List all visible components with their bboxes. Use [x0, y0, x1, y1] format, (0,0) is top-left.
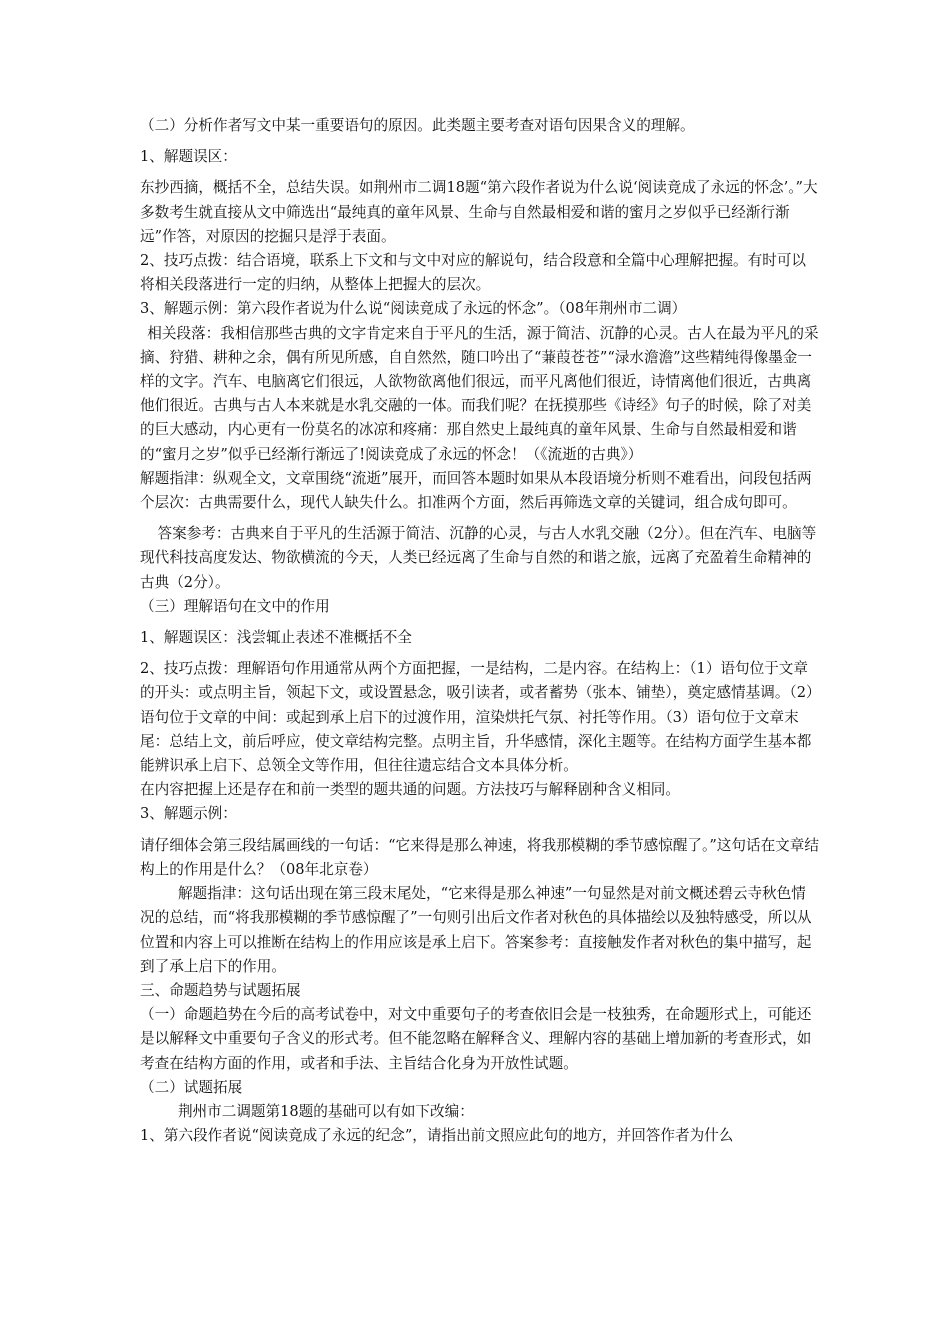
paragraph: 1、解题误区：: [140, 148, 237, 166]
paragraph: 三、命题趋势与试题拓展: [140, 981, 301, 999]
paragraph: 相关段落：我相信那些古典的文字肯定来自于平凡的生活，源于简洁、沉静的心灵。古人在最为平凡的采摘、狩猎、耕种之余，偶有所见所感，自自然然，随口吟出了“蒹葭苍苍”“渌水澹澹”这些精纯得像墨金一样的文字。汽车、电脑离它们很远，人欲物欲离他们很远，而平凡离他们很近，诗情离他们很近，古典离他们很近。古典与古人本来就是水乳交融的一体。而我们呢？在抚摸那些《诗经》句子的时候，除了对美的巨大感动，内心更有一份莫名的冰凉和疼痛：那自然史上最纯真的童年风景、生命与自然最相爱和谐的“蜜月之岁”似乎已经渐行渐远了!阅读竟成了永远的怀念！（《流逝的古典》）: [140, 324, 819, 463]
paragraph: 解题指津：这句话出现在第三段末尾处，“它来得是那么神速”一句显然是对前文概述碧云寺秋色情况的总结，而“将我那模糊的季节感惊醒了”一句则引出后文作者对秋色的具体描绘以及独特感受，所以从位置和内容上可以推断在结构上的作用应该是承上启下。答案参考：直接触发作者对秋色的集中描写，起到了承上启下的作用。: [140, 885, 812, 975]
paragraph: （一）命题趋势在今后的高考试卷中，对文中重要句子的考查依旧会是一枝独秀，在命题形式上，可能还是以解释文中重要句子含义的形式考。但不能忽略在解释含义、理解内容的基础上增加新的考查形式，如考查在结构方面的作用，或者和手法、主旨结合化身为开放性试题。: [140, 1006, 812, 1072]
paragraph: （三）理解语句在文中的作用: [140, 597, 330, 615]
paragraph: 荆州市二调题第18题的基础可以有如下改编：: [177, 1102, 474, 1120]
paragraph: 2、技巧点拨：结合语境，联系上下文和与文中对应的解说句，结合段意和全篇中心理解把握。有时可以将相关段落进行一定的归纳，从整体上把握大的层次。: [140, 252, 807, 294]
paragraph: 1、第六段作者说“阅读竟成了永远的纪念”，请指出前文照应此句的地方，并回答作者为什么: [140, 1127, 734, 1145]
paragraph: 东抄西摘，概括不全，总结失误。如荆州市二调18题“第六段作者说为什么说‘阅读竟成了永远的怀念’。”大多数考生就直接从文中筛选出“最纯真的童年风景、生命与自然最相爱和谐的蜜月之岁似乎已经渐行渐远”作答，对原因的挖掘只是浮于表面。: [140, 179, 818, 245]
paragraph: （二）试题拓展: [140, 1078, 243, 1096]
paragraph: 解题指津：纵观全文，文章围绕“流逝”展开，而回答本题时如果从本段语境分析则不难看出，问段包括两个层次：古典需要什么，现代人缺失什么。扣准两个方面，然后再筛选文章的关键词，组合成句即可。: [140, 469, 812, 512]
paragraph: 在内容把握上还是存在和前一类型的题共通的问题。方法技巧与解释剧种含义相同。: [140, 781, 680, 799]
paragraph: 请仔细体会第三段结属画线的一句话：“它来得是那么神速，将我那模糊的季节感惊醒了。”这句话在文章结构上的作用是什么？（08年北京卷）: [140, 836, 819, 878]
paragraph: 2、技巧点拨：理解语句作用通常从两个方面把握，一是结构，二是内容。在结构上：（1）语句位于文章的开头：或点明主旨，领起下文，或设置悬念，吸引读者，或者蓄势（张本、铺垫），奠定感情基调。（2）语句位于文章的中间：或起到承上启下的过渡作用，渲染烘托气氛、衬托等作用。（3）语句位于文章末尾：总结上文，前后呼应，使文章结构完整。点明主旨，升华感情，深化主题等。在结构方面学生基本都能辨识承上启下、总领全文等作用，但往往遗忘结合文本具体分析。: [140, 660, 814, 775]
paragraph: 3、解题示例：: [140, 805, 237, 823]
paragraph: （二）分析作者写文中某一重要语句的原因。此类题主要考查对语句因果含义的理解。: [140, 117, 695, 134]
paragraph: 答案参考：古典来自于平凡的生活源于简洁、沉静的心灵，与古人水乳交融（2分）。但在汽车、电脑等现代科技高度发达、物欲横流的今天，人类已经远离了生命与自然的和谐之旅，远离了充盈着生命精神的古典（2分）。: [140, 525, 817, 591]
document-body: [140, 114, 820, 1148]
paragraph: 1、解题误区：浅尝辄止表述不准概括不全: [140, 629, 412, 647]
paragraph: 3、解题示例：第六段作者说为什么说“阅读竟成了永远的怀念”。（08年荆州市二调）: [140, 300, 687, 318]
